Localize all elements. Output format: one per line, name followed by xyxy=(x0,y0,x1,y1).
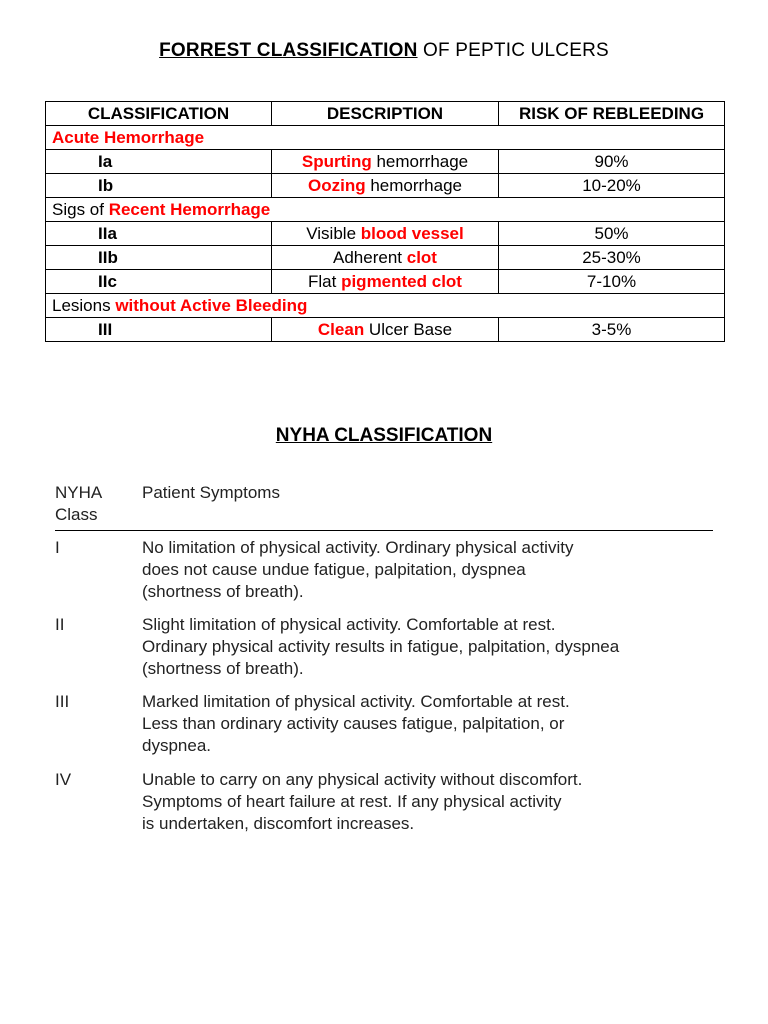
risk-cell: 25-30% xyxy=(499,246,725,270)
nyha-class-cell: III xyxy=(55,692,70,711)
nyha-symptoms-cell: Slight limitation of physical activity. Comfortable at rest. Ordinary physical activity results in fatigue, palpitation, dyspnea (shortness of breath). xyxy=(142,615,620,678)
forrest-title-rest: OF PEPTIC ULCERS xyxy=(417,40,609,61)
description-cell: Visible blood vessel xyxy=(272,222,499,246)
class-cell: IIc xyxy=(46,270,272,294)
nyha-title: NYHA CLASSIFICATION xyxy=(275,425,493,446)
group-label-recent: Sigs of Recent Hemorrhage xyxy=(46,198,725,222)
class-cell: III xyxy=(46,318,272,342)
nyha-class-cell: IV xyxy=(55,770,72,789)
description-cell: Flat pigmented clot xyxy=(272,270,499,294)
header-risk: RISK OF REBLEEDING xyxy=(499,102,725,126)
description-cell: Oozing hemorrhage xyxy=(272,174,499,198)
table-row-iii xyxy=(46,318,725,342)
table-row-iia xyxy=(46,222,725,246)
group-row-lesions xyxy=(46,294,725,318)
group-row-recent xyxy=(46,198,725,222)
nyha-class-cell: I xyxy=(55,538,60,557)
nyha-header-class: NYHA Class xyxy=(55,483,103,524)
forrest-header-row xyxy=(46,102,725,126)
forrest-table xyxy=(45,101,725,342)
nyha-symptoms-cell: No limitation of physical activity. Ordinary physical activity does not cause undue fatigue, palpitation, dyspnea (shortness of breath). xyxy=(142,538,574,601)
class-cell: Ia xyxy=(46,150,272,174)
class-cell: IIa xyxy=(46,222,272,246)
nyha-header-symptoms: Patient Symptoms xyxy=(142,483,280,502)
class-cell: IIb xyxy=(46,246,272,270)
risk-cell: 10-20% xyxy=(499,174,725,198)
group-label-lesions: Lesions without Active Bleeding xyxy=(46,294,725,318)
group-label-acute: Acute Hemorrhage xyxy=(46,126,725,150)
table-row-ib xyxy=(46,174,725,198)
class-cell: Ib xyxy=(46,174,272,198)
risk-cell: 50% xyxy=(499,222,725,246)
description-cell: Adherent clot xyxy=(272,246,499,270)
header-classification: CLASSIFICATION xyxy=(46,102,272,126)
nyha-header xyxy=(55,480,713,531)
table-row-ia xyxy=(46,150,725,174)
risk-cell: 7-10% xyxy=(499,270,725,294)
table-row-iic xyxy=(46,270,725,294)
nyha-symptoms-cell: Marked limitation of physical activity. Comfortable at rest. Less than ordinary activity causes fatigue, palpitation, or dyspnea. xyxy=(142,692,570,755)
description-cell: Spurting hemorrhage xyxy=(272,150,499,174)
table-row-iib xyxy=(46,246,725,270)
risk-cell: 3-5% xyxy=(499,318,725,342)
nyha-symptoms-cell: Unable to carry on any physical activity without discomfort. Symptoms of heart failure at rest. If any physical activity is undertaken, discomfort increases. xyxy=(142,770,583,833)
nyha-class-cell: II xyxy=(55,615,65,634)
header-description: DESCRIPTION xyxy=(272,102,499,126)
group-row-acute xyxy=(46,126,725,150)
risk-cell: 90% xyxy=(499,150,725,174)
description-cell: Clean Ulcer Base xyxy=(272,318,499,342)
forrest-title xyxy=(0,40,768,62)
forrest-title-bold: FORREST CLASSIFICATION xyxy=(159,40,418,61)
